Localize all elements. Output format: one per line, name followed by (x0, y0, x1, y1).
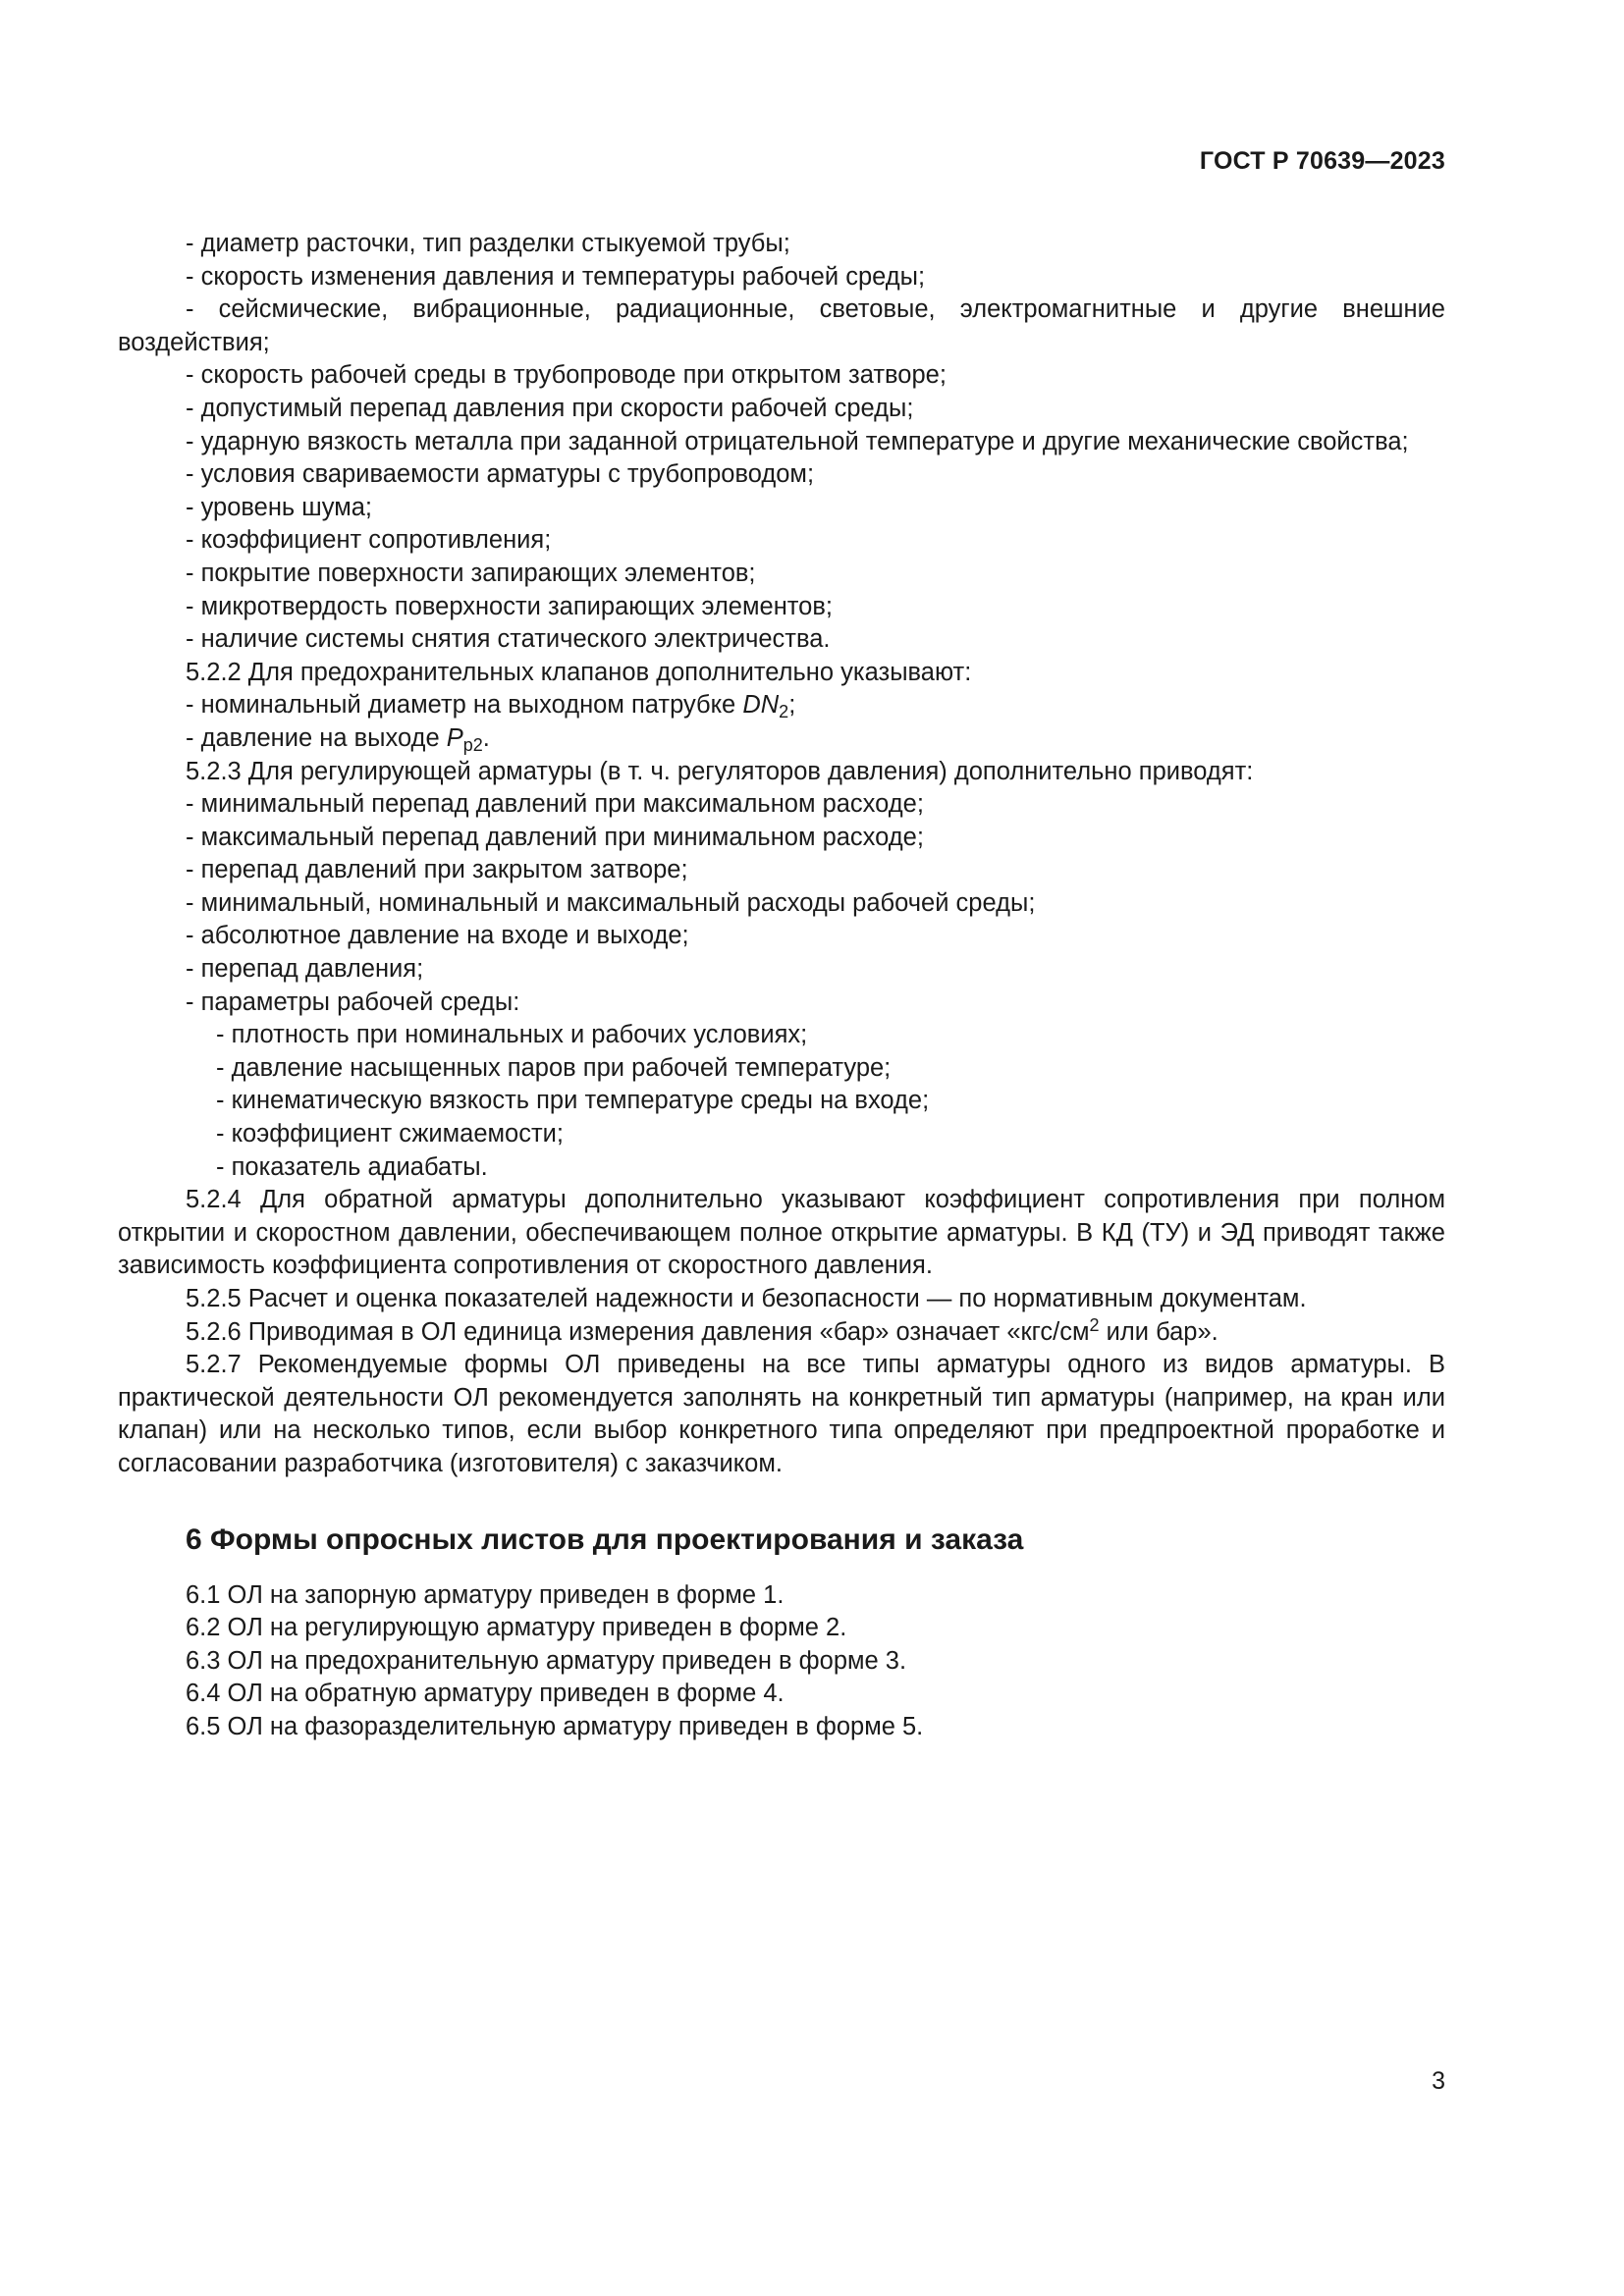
text: или бар». (1099, 1317, 1218, 1346)
sub-list-item: - кинематическую вязкость при температуре среды на входе; (216, 1087, 930, 1115)
list-item: - микротвердость поверхности запирающих элементов; (186, 592, 833, 620)
section-6-item: 6.3 ОЛ на предохранительную арматуру приведен в форме 3. (186, 1646, 907, 1675)
list-item: - наличие системы снятия статического электричества. (186, 625, 831, 654)
symbol-p: P (446, 723, 463, 752)
list-item: - параметры рабочей среды: (186, 988, 520, 1016)
page-number: 3 (1432, 2067, 1445, 2095)
list-item: - максимальный перепад давлений при минимальном расходе; (186, 823, 924, 851)
text: . (482, 723, 490, 752)
list-item: - абсолютное давление на входе и выходе; (186, 922, 689, 950)
text: - номинальный диаметр на выходном патрубке (186, 691, 743, 720)
text: - давление на выходе (186, 723, 447, 752)
superscript: 2 (1089, 1314, 1100, 1335)
list-item: - перепад давлений при закрытом затворе; (186, 856, 688, 884)
section-6-title: 6 Формы опросных листов для проектирования и заказа (186, 1522, 1024, 1556)
list-item: - уровень шума; (186, 493, 373, 521)
clause-5-2-4: 5.2.4 Для обратной арматуры дополнительно указывают коэффициент сопротивления при полном открытии и скоростном давлении, обеспечивающем полное открытие арматуры. В КД (ТУ) и ЭД приводят также зависимость коэффициента сопротивления от скоростного давления. (118, 1186, 1445, 1280)
sub-list-item: - давление насыщенных паров при рабочей температуре; (216, 1053, 892, 1082)
list-item: - условия свариваемости арматуры с трубопроводом; (186, 460, 815, 489)
list-item (118, 722, 1445, 756)
list-item: - перепад давления; (186, 955, 424, 984)
list-item: - скорость изменения давления и температуры рабочей среды; (186, 262, 926, 291)
sub-list-item: - показатель адиабаты. (216, 1152, 488, 1181)
clause-5-2-2: 5.2.2 Для предохранительных клапанов дополнительно указывают: (186, 658, 972, 686)
list-item: - покрытие поверхности запирающих элементов; (186, 559, 756, 587)
clause-5-2-3: 5.2.3 Для регулирующей арматуры (в т. ч. регуляторов давления) дополнительно приводят: (186, 757, 1254, 785)
section-6-item: 6.2 ОЛ на регулирующую арматуру приведен в форме 2. (186, 1614, 847, 1642)
sub-list-item: - коэффициент сжимаемости; (216, 1120, 564, 1148)
text: 5.2.6 Приводимая в ОЛ единица измерения давления «бар» означает «кгс/см (186, 1317, 1090, 1346)
clause-5-2-7: 5.2.7 Рекомендуемые формы ОЛ приведены на все типы арматуры одного из видов арматуры. В практической деятельности ОЛ рекомендуется заполнять на конкретный тип арматуры (например, на кран или клапан) или на несколько типов, если выбор конкретного типа определяют при предпроектной проработке и согласовании разработчика (изготовителя) с заказчиком. (118, 1351, 1445, 1477)
subscript: p2 (462, 734, 483, 755)
document-code: ГОСТ Р 70639—2023 (1199, 147, 1445, 175)
list-item: - ударную вязкость металла при заданной отрицательной температуре и другие механические свойства; (186, 427, 1409, 455)
list-item: - минимальный перепад давлений при максимальном расходе; (186, 790, 924, 819)
subscript: 2 (779, 702, 789, 722)
list-item: - скорость рабочей среды в трубопроводе при открытом затворе; (186, 361, 947, 390)
list-item: - сейсмические, вибрационные, радиационные, световые, электромагнитные и другие внешние воздействия; (118, 295, 1445, 356)
section-6-item: 6.4 ОЛ на обратную арматуру приведен в форме 4. (186, 1680, 785, 1708)
clause-5-2-5: 5.2.5 Расчет и оценка показателей надежности и безопасности — по нормативным документам. (186, 1285, 1307, 1312)
list-item: - коэффициент сопротивления; (186, 526, 552, 555)
section-6-item: 6.5 ОЛ на фазоразделительную арматуру приведен в форме 5. (186, 1712, 924, 1740)
section-6-item: 6.1 ОЛ на запорную арматуру приведен в форме 1. (186, 1580, 785, 1609)
text: ; (788, 691, 796, 720)
sub-list-item: - плотность при номинальных и рабочих условиях; (216, 1021, 808, 1049)
list-item (118, 689, 1445, 722)
list-item: - допустимый перепад давления при скорости рабочей среды; (186, 394, 914, 422)
list-item: - минимальный, номинальный и максимальный расходы рабочей среды; (186, 888, 1036, 917)
list-item: - диаметр расточки, тип разделки стыкуемой трубы; (186, 230, 790, 257)
document-body (118, 228, 1445, 1744)
clause-5-2-6 (118, 1316, 1445, 1350)
symbol-dn: DN (742, 691, 780, 720)
